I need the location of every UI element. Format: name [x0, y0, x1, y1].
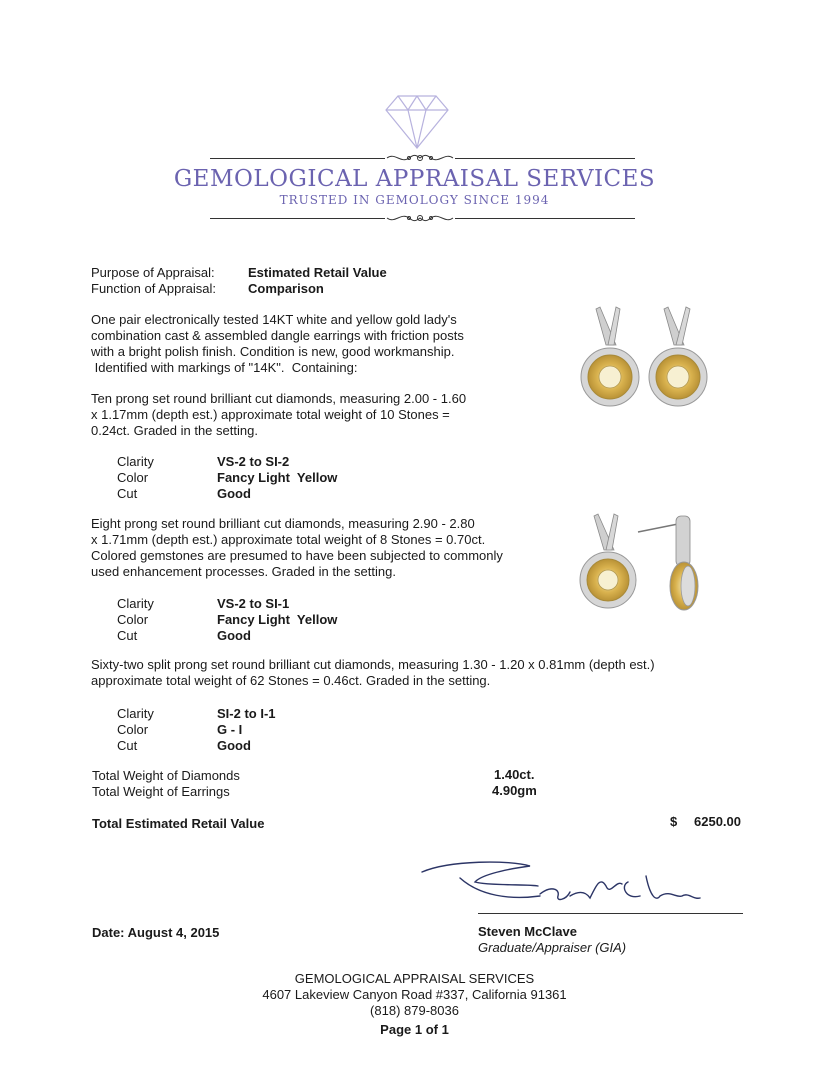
cut-label: Cut — [117, 628, 138, 643]
description-line: combination cast & assembled dangle earrings with friction posts — [91, 328, 464, 343]
flourish-bottom — [385, 210, 455, 226]
footer-company: GEMOLOGICAL APPRAISAL SERVICES — [294, 971, 535, 986]
header-rule-top-left — [210, 158, 385, 159]
clarity-label: Clarity — [117, 706, 154, 721]
total-earring-weight-label: Total Weight of Earrings — [92, 784, 230, 799]
clarity-label: Clarity — [117, 596, 154, 611]
stone-description: Sixty-two split prong set round brilliant cut diamonds, measuring 1.30 - 1.20 x 0.81mm (depth est.) — [91, 657, 655, 672]
earrings-photo-front — [578, 305, 728, 415]
currency-symbol: $ — [670, 814, 678, 829]
company-tagline: TRUSTED IN GEMOLOGY SINCE 1994 — [279, 193, 550, 207]
description-line: One pair electronically tested 14KT white and yellow gold lady's — [91, 312, 457, 327]
cut-value: Good — [217, 628, 251, 643]
color-value: Fancy Light Yellow — [217, 612, 338, 627]
description-line: with a bright polish finish. Condition is new, good workmanship. — [91, 344, 455, 359]
flourish-top — [385, 150, 455, 166]
diamond-icon — [384, 94, 450, 150]
logo — [384, 94, 450, 150]
stone-description: Ten prong set round brilliant cut diamonds, measuring 2.00 - 1.60 — [91, 391, 467, 406]
signature — [420, 856, 720, 916]
stone-description: Eight prong set round brilliant cut diamonds, measuring 2.90 - 2.80 — [91, 516, 475, 531]
stone-description: Colored gemstones are presumed to have been subjected to commonly — [91, 548, 503, 563]
appraiser-title: Graduate/Appraiser (GIA) — [478, 940, 627, 955]
earrings-photo-side — [578, 512, 728, 617]
color-value: Fancy Light Yellow — [217, 470, 338, 485]
purpose-label: Purpose of Appraisal: — [91, 265, 215, 280]
page-number: Page 1 of 1 — [380, 1022, 449, 1037]
color-label: Color — [117, 722, 149, 737]
header-rule-bottom-right — [455, 218, 635, 219]
total-retail-value: 6250.00 — [694, 814, 741, 829]
cut-value: Good — [217, 486, 251, 501]
total-diamond-weight-value: 1.40ct. — [494, 767, 535, 782]
description-line: Identified with markings of "14K". Containing: — [91, 360, 358, 375]
clarity-label: Clarity — [117, 454, 154, 469]
company-name: GEMOLOGICAL APPRAISAL SERVICES — [173, 166, 656, 192]
color-value: G - I — [217, 722, 243, 737]
footer-phone: (818) 879-8036 — [370, 1003, 459, 1018]
total-retail-label: Total Estimated Retail Value — [92, 816, 265, 831]
color-label: Color — [117, 470, 149, 485]
cut-value: Good — [217, 738, 251, 753]
stone-description: 0.24ct. Graded in the setting. — [91, 423, 258, 438]
clarity-value: SI-2 to I-1 — [217, 706, 276, 721]
appraiser-name: Steven McClave — [478, 924, 577, 939]
total-earring-weight-value: 4.90gm — [492, 783, 537, 798]
clarity-value: VS-2 to SI-2 — [217, 454, 290, 469]
function-label: Function of Appraisal: — [91, 281, 217, 296]
stone-description: x 1.71mm (depth est.) approximate total weight of 8 Stones = 0.70ct. — [91, 532, 486, 547]
stone-description: approximate total weight of 62 Stones = 0.46ct. Graded in the setting. — [91, 673, 491, 688]
stone-description: used enhancement processes. Graded in the setting. — [91, 564, 396, 579]
footer-address: 4607 Lakeview Canyon Road #337, California 91361 — [262, 987, 567, 1002]
stone-description: x 1.17mm (depth est.) approximate total weight of 10 Stones = — [91, 407, 450, 422]
total-diamond-weight-label: Total Weight of Diamonds — [92, 768, 240, 783]
color-label: Color — [117, 612, 149, 627]
appraisal-date: Date: August 4, 2015 — [92, 925, 220, 940]
header-rule-bottom-left — [210, 218, 385, 219]
cut-label: Cut — [117, 738, 138, 753]
clarity-value: VS-2 to SI-1 — [217, 596, 290, 611]
function-value: Comparison — [248, 281, 324, 296]
signature-line — [478, 913, 743, 914]
cut-label: Cut — [117, 486, 138, 501]
header-rule-top-right — [455, 158, 635, 159]
purpose-value: Estimated Retail Value — [248, 265, 387, 280]
